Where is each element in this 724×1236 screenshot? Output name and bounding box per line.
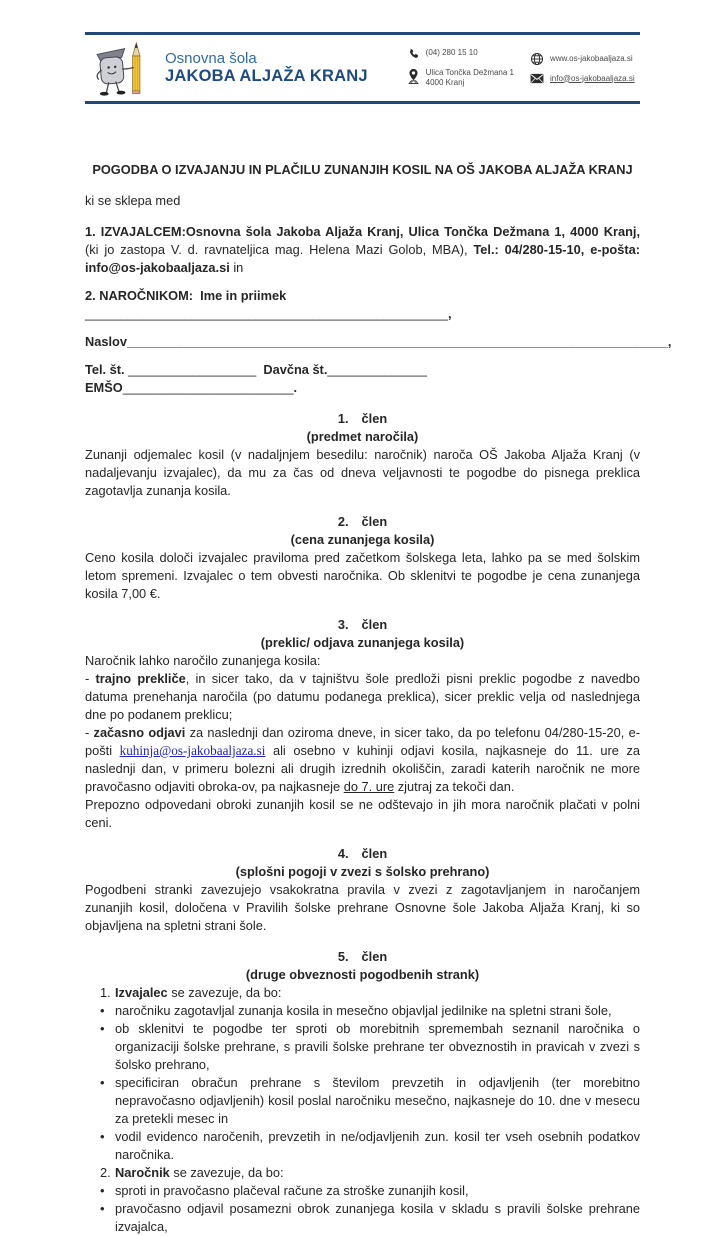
bullet-item <box>85 1074 640 1128</box>
address-row <box>407 68 514 88</box>
party-narocnik-line <box>85 287 640 323</box>
davcna-label: Davčna št. <box>256 362 328 377</box>
section-3-zacasna-odjava-paragraph <box>85 724 640 796</box>
party1-bold-run2: Tel.: 04/280-15-10, e-pošta: info@os-jakobaaljaza.si <box>85 242 640 275</box>
section-1 <box>85 410 640 500</box>
narocnik-label: 2. NAROČNIKOM: Ime in priimek <box>85 288 290 303</box>
section-2-paragraph: Ceno kosila določi izvajalec praviloma pred začetkom šolskega leta, lahko pa se med šolskim letom spremeni. Izvajalec o tem obvesti naročnika. Ob sklenitvi te pogodbe je cena zunanjega kosila 7,00 €. <box>85 550 640 601</box>
section-3-number: 3. <box>337 617 349 632</box>
address-line1: Ulica Tončka Dežmana 1 <box>425 68 514 77</box>
naslov-line <box>85 333 672 351</box>
section-4-number: 4. <box>337 846 349 861</box>
narocnik-bold: Naročnik <box>115 1165 170 1180</box>
intro-line: ki se sklepa med <box>85 193 181 208</box>
section-3-heading <box>85 616 640 634</box>
tel-davcna-emso-line <box>85 361 640 397</box>
section-1-number: 1. <box>337 411 349 426</box>
bullet-text: ob sklenitvi te pogodbe ter sproti ob morebitnih spremembah seznanil naročnika o organizaciji šolske prehrane, s pravili šolske prehrane ter obveznostih in pravicah v zvezi s šolsko prehrano, <box>115 1021 640 1072</box>
section-2-heading <box>85 513 640 531</box>
section-2-number: 2. <box>337 514 349 529</box>
contact-column-1 <box>407 48 514 88</box>
school-name-line2: JAKOBA ALJAŽA KRANJ <box>165 67 368 86</box>
section-2 <box>85 513 640 603</box>
section-3-lead-line: Naročnik lahko naročilo zunanjega kosila: <box>85 653 321 668</box>
website-row <box>530 52 638 66</box>
s3-underlined-do-7-ure: do 7. ure <box>343 779 395 794</box>
section-5-number: 5. <box>337 949 349 964</box>
s3-dash1: - <box>85 671 96 686</box>
section-4-word: člen <box>361 846 388 861</box>
email-icon <box>530 73 544 84</box>
name-blank-line: ___________________________________________________ <box>85 306 448 321</box>
party1-bold-run1: 1. IZVAJALCEM:Osnovna šola Jakoba Aljaža Kranj, Ulica Tončka Dežmana 1, 4000 Kranj, <box>85 224 640 239</box>
section-4 <box>85 845 640 935</box>
izvajalec-obligations-item <box>85 984 640 1002</box>
globe-icon <box>530 52 544 66</box>
naslov-line-end: , <box>667 334 672 349</box>
bullet-marker <box>85 1020 115 1074</box>
tel-label: Tel. št. <box>85 362 129 377</box>
party1-normal-run2: in <box>229 260 244 275</box>
location-pin-icon <box>407 68 420 85</box>
section-5-word: člen <box>361 949 388 964</box>
section-3-trajni-preklic-paragraph <box>85 670 640 724</box>
bullet-text: naročniku zagotavljal zunanja kosila in mesečno objavljal jedilnike na spletni strani šole, <box>115 1003 612 1018</box>
tel-line-end: . <box>293 380 298 395</box>
header-email-link[interactable]: info@os-jakobaaljaza.si <box>550 73 635 83</box>
narocnik-rest: se zavezuje, da bo: <box>169 1165 284 1180</box>
bullet-text: pravočasno odjavil posamezni obrok zunanjega kosila v skladu s pravili šolske prehrane izvajalca, <box>115 1201 640 1234</box>
section-2-word: člen <box>361 514 388 529</box>
contract-title: POGODBA O IZVAJANJU IN PLAČILU ZUNANJIH KOSIL NA OŠ JAKOBA ALJAŽA KRANJ <box>92 162 633 177</box>
s3-bold-zacasno: začasno odjavi <box>93 725 186 740</box>
header-contacts <box>407 48 640 88</box>
s3-bold-trajno: trajno prekliče <box>95 671 186 686</box>
school-name-line1: Osnovna šola <box>165 49 257 67</box>
bullet-text: specificiran obračun prehrane s številom prevzetih in odjavljenih (ter morebitno nepravočasno odjavljenih) kosil poslal naročniku mesečno, najkasneje do 10. dne v mesecu za pretekli mesec in <box>115 1075 640 1126</box>
address-text <box>426 68 514 88</box>
davcna-blank-line: ______________ <box>327 362 428 377</box>
section-2-subtitle: (cena zunanjega kosila) <box>290 532 435 547</box>
section-3-word: člen <box>361 617 388 632</box>
s3-after-link: ali osebno v kuhinji odjavi kosila, najkasneje do 11. ure za naslednji dan, v primeru bolezni ali drugih izrednih okoliščin, zaradi katerih naročnik ne more pravočasno odjaviti obroka-ov, pa najkasneje <box>85 743 640 794</box>
website-text: www.os-jakobaaljaza.si <box>550 54 633 63</box>
bullet-item <box>85 1020 640 1074</box>
section-1-word: člen <box>361 411 388 426</box>
school-mascot-logo <box>85 37 157 101</box>
bullet-item <box>85 1128 640 1164</box>
s3-dash2: - <box>85 725 94 740</box>
emso-label: EMŠO <box>85 362 431 395</box>
letterhead <box>85 32 640 104</box>
section-1-subtitle: (predmet naročila) <box>306 429 419 444</box>
party-izvajalec-paragraph <box>85 223 640 277</box>
section-4-paragraph: Pogodbeni stranki zavezujejo vsakokratna pravila v zvezi z zagotavljanjem in naročanjem zunanjih kosil, določena v Pravilih šolske prehrane Osnovne šole Jakoba Aljaža Kranj, ki so objavljena na spletni strani šole. <box>85 882 640 933</box>
bullet-text: vodil evidenco naročenih, prevzetih in ne/odjavljenih zun. kosil ter vseh osebnih podatkov naročnika. <box>115 1129 640 1162</box>
section-1-paragraph: Zunanji odjemalec kosil (v nadaljnjem besedilu: naročnik) naroča OŠ Jakoba Aljaža Kranj (v nadaljevanju izvajalec), da mu za čas od dneva veljavnosti te pogodbe do pisnega preklica zagotavlja zunanja kosila. <box>85 447 640 498</box>
section-5-heading <box>85 948 640 966</box>
narocnik-line-end: , <box>447 306 452 321</box>
section-1-heading <box>85 410 640 428</box>
address-line2: 4000 Kranj <box>425 78 465 87</box>
school-brand <box>85 35 368 101</box>
bullet-marker <box>85 1074 115 1128</box>
section-5 <box>85 948 640 1236</box>
s3-after-underline: zjutraj za tekoči dan. <box>394 779 515 794</box>
narocnik-item-number: 2. <box>100 1165 111 1180</box>
bullet-item <box>85 1182 640 1200</box>
section-3 <box>85 616 640 832</box>
narocnik-obligations-item <box>85 1164 640 1182</box>
section-4-subtitle: (splošni pogoji v zvezi s šolsko prehrano) <box>235 864 490 879</box>
tel-blank-line: __________________ <box>128 362 257 377</box>
izvajalec-rest: se zavezuje, da bo: <box>167 985 282 1000</box>
section-4-heading <box>85 845 640 863</box>
phone-number: (04) 280 15 10 <box>425 48 478 57</box>
bullet-item <box>85 1200 640 1236</box>
document-page <box>0 32 724 1234</box>
naslov-label: Naslov <box>85 334 127 349</box>
emso-blank-line: ________________________ <box>122 380 294 395</box>
bullet-marker <box>85 1182 115 1200</box>
izvajalec-bold: Izvajalec <box>115 985 168 1000</box>
narocnik-item-text <box>115 1164 640 1182</box>
email-row <box>530 73 638 84</box>
bullet-marker <box>85 1128 115 1164</box>
kuhinja-email-link[interactable]: kuhinja@os-jakobaaljaza.si <box>119 743 266 758</box>
bullet-marker <box>85 1200 115 1236</box>
phone-icon <box>407 48 420 61</box>
section-3-closing-line: Prepozno odpovedani obroki zunanjih kosil se ne odštevajo in jih mora naročnik plačati v polni ceni. <box>85 797 640 830</box>
s3-trajno-rest: , in sicer tako, da v tajništvu šole predloži pisni preklic pogodbe z navedbo datuma prenehanja naročila (po datumu podanega preklica), sicer preklic velja od naslednjega dne po podanem preklicu; <box>85 671 640 722</box>
party1-normal-run1: (ki jo zastopa V. d. ravnateljica mag. Helena Mazi Golob, MBA), <box>85 242 474 257</box>
naslov-blank-line: ____________________________________________________________________________ <box>126 334 668 349</box>
section-3-subtitle: (preklic/ odjava zunanjega kosila) <box>260 635 465 650</box>
izvajalec-item-number: 1. <box>100 985 111 1000</box>
bullet-text: sproti in pravočasno plačeval račune za stroške zunanjih kosil, <box>115 1183 469 1198</box>
phone-row <box>407 48 514 61</box>
section-5-subtitle: (druge obveznosti pogodbenih strank) <box>245 967 480 982</box>
bullet-marker <box>85 1002 115 1020</box>
bullet-item <box>85 1002 640 1020</box>
s3-zacasno-rest: za naslednji dan oziroma dneve, in sicer tako, da po telefonu 04/280-15-20, e-pošti <box>85 725 640 758</box>
izvajalec-item-text <box>115 984 640 1002</box>
school-name <box>165 50 368 86</box>
contact-column-2 <box>530 48 638 88</box>
contract-body <box>85 104 672 1236</box>
